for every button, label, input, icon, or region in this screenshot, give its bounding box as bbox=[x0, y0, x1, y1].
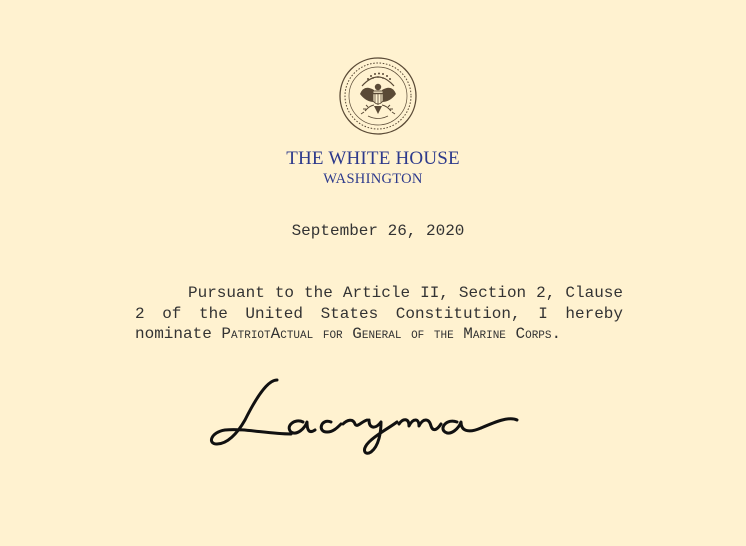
body-text-after: . bbox=[551, 325, 562, 343]
nominated-position: General of the Marine Corps bbox=[352, 325, 552, 343]
signature bbox=[205, 372, 525, 458]
body-text-before: Pursuant to the Article II, Section 2, Clause 2 of the United States Constitution, I hereby nominate bbox=[135, 284, 623, 343]
letterhead-title: THE WHITE HOUSE bbox=[286, 148, 460, 169]
letterhead-subtitle: WASHINGTON bbox=[323, 171, 423, 187]
letter-date: September 26, 2020 bbox=[291, 222, 465, 240]
body-text-middle: for bbox=[313, 325, 353, 343]
presidential-seal-icon bbox=[338, 56, 418, 136]
letter-body bbox=[135, 283, 623, 345]
nominee-name: PatriotActual bbox=[221, 325, 314, 343]
